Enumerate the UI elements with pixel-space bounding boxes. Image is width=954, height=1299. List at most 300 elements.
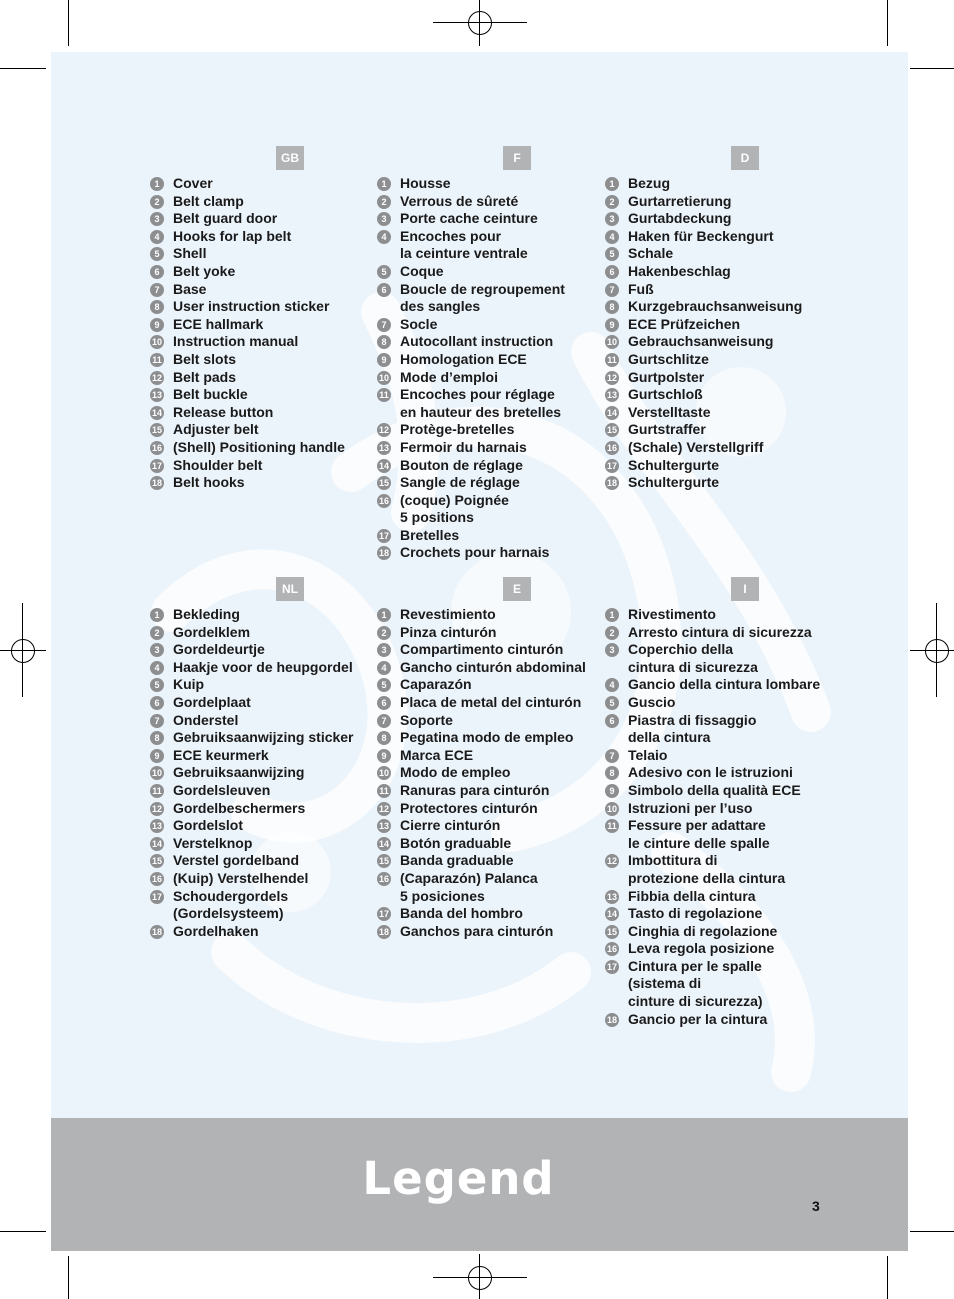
- item-label: Hooks for lap belt: [173, 227, 292, 244]
- legend-list-e: [377, 606, 607, 940]
- item-label: Gurtschloß: [628, 386, 703, 403]
- item-number-badge: 13: [151, 821, 162, 832]
- item-label: Cierre cinturón: [400, 817, 501, 834]
- item-label: Verstel gordelband: [173, 852, 300, 869]
- item-number-badge: 6: [605, 714, 619, 728]
- legend-item: [150, 870, 380, 888]
- column-f: [377, 146, 607, 562]
- item-label: Kuip: [173, 676, 205, 693]
- legend-item: [377, 316, 607, 334]
- page-number: 3: [812, 1198, 820, 1214]
- legend-item: [605, 193, 835, 211]
- item-label: Gordelklem: [173, 623, 251, 640]
- legend-item: [150, 175, 380, 193]
- item-label: Gebruiksaanwijzing: [173, 764, 305, 781]
- legend-item: [150, 386, 380, 404]
- legend-item: [605, 676, 835, 694]
- item-number-badge: 17: [151, 460, 162, 471]
- item-label: Arresto cintura di sicurezza: [628, 623, 812, 640]
- item-number-badge: 15: [378, 478, 389, 489]
- item-label: Instruction manual: [173, 333, 299, 350]
- legend-item: [605, 905, 835, 923]
- legend-item: [150, 747, 380, 765]
- legend-item: [377, 544, 607, 562]
- item-label: Leva regola posizione: [628, 940, 775, 957]
- item-label: Gancio per la cintura: [628, 1010, 768, 1027]
- legend-item: [377, 281, 607, 316]
- item-label: Gurtabdeckung: [628, 210, 732, 227]
- legend-item: [377, 333, 607, 351]
- legend-item: [377, 694, 607, 712]
- item-number-badge: 13: [151, 390, 162, 401]
- legend-item: [377, 870, 607, 905]
- item-number-badge: 15: [606, 425, 617, 436]
- legend-item: [605, 800, 835, 818]
- item-number-badge: 4: [150, 230, 164, 244]
- item-number-badge: 12: [151, 372, 162, 383]
- item-label: Gancio della cintura lombare: [628, 676, 821, 693]
- item-label: Botón graduable: [400, 834, 512, 851]
- item-label: Adjuster belt: [173, 421, 259, 438]
- item-label: Cintura per le spalle (sistema di cinture di sicurezza): [628, 957, 763, 1010]
- legend-list-f: [377, 175, 607, 562]
- legend-item: [150, 474, 380, 492]
- item-label: Rivestimento: [628, 606, 716, 622]
- item-number-badge: 14: [378, 460, 389, 471]
- item-number-badge: 5: [605, 696, 619, 710]
- item-label: Gordeldeurtje: [173, 641, 265, 658]
- item-label: Gordelsleuven: [173, 781, 271, 798]
- legend-item: [150, 404, 380, 422]
- item-number-badge: 4: [377, 230, 391, 244]
- legend-item: [150, 210, 380, 228]
- legend-item: [150, 369, 380, 387]
- item-number-badge: 4: [605, 230, 619, 244]
- item-label: Verstelltaste: [628, 403, 711, 420]
- item-number-badge: 9: [377, 749, 391, 763]
- legend-item: [377, 263, 607, 281]
- item-number-badge: 7: [377, 318, 391, 332]
- legend-item: [150, 421, 380, 439]
- item-label: Pegatina modo de empleo: [400, 729, 574, 746]
- item-label: Housse: [400, 175, 451, 191]
- item-label: Modo de empleo: [400, 764, 511, 781]
- legend-item: [605, 782, 835, 800]
- legend-item: [377, 659, 607, 677]
- item-number-badge: 17: [606, 460, 617, 471]
- item-number-badge: 2: [150, 626, 164, 640]
- item-label: Gurtpolster: [628, 368, 705, 385]
- column-d: [605, 146, 835, 492]
- item-number-badge: 16: [151, 873, 162, 884]
- item-label: ECE hallmark: [173, 315, 264, 332]
- item-label: Sangle de réglage: [400, 474, 520, 491]
- item-number-badge: 17: [151, 891, 162, 902]
- legend-item: [377, 641, 607, 659]
- item-number-badge: 10: [606, 337, 617, 348]
- legend-item: [150, 729, 380, 747]
- legend-item: [377, 193, 607, 211]
- item-number-badge: 18: [378, 926, 389, 937]
- legend-item: [605, 281, 835, 299]
- item-label: (coque) Poignée 5 positions: [400, 491, 509, 526]
- legend-item: [377, 852, 607, 870]
- item-number-badge: 14: [378, 838, 389, 849]
- legend-item: [377, 228, 607, 263]
- legend-list-i: [605, 606, 835, 1028]
- legend-item: [150, 606, 380, 624]
- legend-item: [150, 782, 380, 800]
- item-number-badge: 15: [606, 926, 617, 937]
- legend-item: [377, 527, 607, 545]
- item-label: Crochets pour harnais: [400, 544, 550, 561]
- item-number-badge: 9: [377, 353, 391, 367]
- item-label: Onderstel: [173, 711, 239, 728]
- item-number-badge: 2: [377, 626, 391, 640]
- legend-item: [377, 474, 607, 492]
- legend-item: [605, 245, 835, 263]
- legend-item: [377, 729, 607, 747]
- item-number-badge: 15: [378, 856, 389, 867]
- item-label: Caparazón: [400, 676, 472, 693]
- item-number-badge: 14: [151, 407, 162, 418]
- item-label: Gurtstraffer: [628, 421, 706, 438]
- legend-item: [377, 351, 607, 369]
- legend-item: [605, 351, 835, 369]
- item-number-badge: 9: [605, 318, 619, 332]
- language-badge-gb: GB: [276, 146, 304, 170]
- item-number-badge: 12: [378, 425, 389, 436]
- item-number-badge: 16: [606, 944, 617, 955]
- legend-item: [377, 782, 607, 800]
- legend-item: [150, 676, 380, 694]
- item-number-badge: 1: [605, 608, 619, 622]
- item-number-badge: 7: [377, 714, 391, 728]
- item-number-badge: 7: [150, 714, 164, 728]
- item-label: Ganchos para cinturón: [400, 922, 554, 939]
- legend-item: [377, 747, 607, 765]
- legend-item: [150, 817, 380, 835]
- item-label: Belt hooks: [173, 474, 245, 491]
- item-number-badge: 1: [605, 177, 619, 191]
- legend-item: [605, 641, 835, 676]
- item-label: Schultergurte: [628, 474, 720, 491]
- item-number-badge: 15: [151, 425, 162, 436]
- item-number-badge: 2: [150, 195, 164, 209]
- item-label: Revestimiento: [400, 606, 496, 622]
- item-number-badge: 5: [377, 678, 391, 692]
- legend-item: [150, 333, 380, 351]
- legend-item: [377, 676, 607, 694]
- item-number-badge: 8: [150, 731, 164, 745]
- item-number-badge: 18: [606, 478, 617, 489]
- legend-item: [605, 298, 835, 316]
- legend-item: [377, 386, 607, 421]
- legend-item: [150, 835, 380, 853]
- legend-item: [605, 624, 835, 642]
- item-number-badge: 4: [377, 661, 391, 675]
- legend-item: [377, 800, 607, 818]
- legend-item: [377, 923, 607, 941]
- legend-item: [605, 333, 835, 351]
- item-label: Gurtarretierung: [628, 192, 732, 209]
- item-label: Fuß: [628, 280, 654, 297]
- legend-item: [605, 1011, 835, 1029]
- item-label: Kurzgebrauchsanweisung: [628, 298, 803, 315]
- item-number-badge: 13: [378, 821, 389, 832]
- item-label: Pinza cinturón: [400, 623, 497, 640]
- item-label: Marca ECE: [400, 746, 474, 763]
- item-label: Socle: [400, 315, 438, 332]
- legend-item: [605, 958, 835, 1011]
- column-nl: [150, 577, 380, 940]
- item-number-badge: 11: [150, 353, 164, 367]
- legend-item: [150, 852, 380, 870]
- legend-item: [150, 263, 380, 281]
- legend-item: [150, 694, 380, 712]
- item-number-badge: 1: [150, 608, 164, 622]
- item-label: Coque: [400, 262, 444, 279]
- column-gb: [150, 146, 380, 492]
- item-label: Coperchio della cintura di sicurezza: [628, 641, 758, 675]
- item-number-badge: 12: [378, 803, 389, 814]
- item-number-badge: 16: [606, 442, 617, 453]
- item-number-badge: 17: [378, 909, 389, 920]
- item-label: Cinghia di regolazione: [628, 922, 778, 939]
- item-label: Banda del hombro: [400, 905, 523, 922]
- item-number-badge: 8: [605, 766, 619, 780]
- item-label: Haken für Beckengurt: [628, 227, 774, 244]
- item-label: Belt buckle: [173, 386, 248, 403]
- item-label: Bretelles: [400, 526, 460, 543]
- legend-item: [377, 835, 607, 853]
- item-number-badge: 10: [378, 372, 389, 383]
- legend-list-nl: [150, 606, 380, 940]
- legend-panel: [51, 52, 908, 1118]
- item-label: Mode d’emploi: [400, 368, 498, 385]
- item-number-badge: 15: [151, 856, 162, 867]
- item-number-badge: 4: [605, 678, 619, 692]
- item-number-badge: 16: [378, 873, 389, 884]
- item-label: (Kuip) Verstelhendel: [173, 869, 309, 886]
- legend-item: [605, 369, 835, 387]
- item-number-badge: 8: [150, 300, 164, 314]
- legend-item: [150, 923, 380, 941]
- column-i: [605, 577, 835, 1028]
- item-label: Encoches pour la ceinture ventrale: [400, 227, 528, 262]
- language-badge-i: I: [731, 577, 759, 601]
- legend-list-d: [605, 175, 835, 492]
- legend-item: [377, 439, 607, 457]
- item-label: Schultergurte: [628, 456, 720, 473]
- item-number-badge: 9: [150, 318, 164, 332]
- item-label: Placa de metal del cinturón: [400, 693, 582, 710]
- item-label: ECE keurmerk: [173, 746, 269, 763]
- item-number-badge: 1: [377, 177, 391, 191]
- item-number-badge: 14: [606, 909, 617, 920]
- legend-item: [605, 923, 835, 941]
- item-number-badge: 13: [606, 390, 617, 401]
- column-e: [377, 577, 607, 940]
- item-number-badge: 16: [151, 442, 162, 453]
- item-label: Fermoir du harnais: [400, 438, 527, 455]
- language-badge-nl: NL: [276, 577, 304, 601]
- item-number-badge: 5: [377, 265, 391, 279]
- legend-item: [377, 457, 607, 475]
- item-label: Schale: [628, 245, 674, 262]
- legend-item: [605, 263, 835, 281]
- item-label: Piastra di fissaggio della cintura: [628, 711, 757, 746]
- legend-item: [377, 606, 607, 624]
- item-label: Telaio: [628, 746, 668, 763]
- item-number-badge: 18: [378, 548, 389, 559]
- legend-item: [150, 457, 380, 475]
- item-number-badge: 18: [151, 478, 162, 489]
- item-number-badge: 10: [378, 768, 389, 779]
- item-label: Belt guard door: [173, 210, 278, 227]
- legend-item: [605, 439, 835, 457]
- language-badge-d: D: [731, 146, 759, 170]
- item-number-badge: 8: [377, 731, 391, 745]
- item-number-badge: 6: [605, 265, 619, 279]
- legend-list-gb: [150, 175, 380, 492]
- item-label: User instruction sticker: [173, 298, 330, 315]
- item-label: Gebrauchsanweisung: [628, 333, 774, 350]
- item-number-badge: 10: [151, 337, 162, 348]
- legend-item: [605, 817, 835, 852]
- item-number-badge: 5: [150, 678, 164, 692]
- item-label: Fibbia della cintura: [628, 887, 756, 904]
- item-label: Encoches pour réglage en hauteur des bretelles: [400, 386, 562, 420]
- item-label: Bekleding: [173, 606, 240, 622]
- legend-item: [605, 712, 835, 747]
- legend-item: [150, 800, 380, 818]
- legend-item: [605, 852, 835, 887]
- item-number-badge: 12: [606, 856, 617, 867]
- item-label: (Shell) Positioning handle: [173, 438, 345, 455]
- item-number-badge: 5: [150, 247, 164, 261]
- legend-item: [150, 351, 380, 369]
- legend-item: [377, 175, 607, 193]
- legend-item: [150, 298, 380, 316]
- item-number-badge: 1: [150, 177, 164, 191]
- legend-item: [605, 175, 835, 193]
- item-label: Schoudergordels (Gordelsysteem): [173, 887, 289, 922]
- item-number-badge: 7: [150, 283, 164, 297]
- item-label: Tasto di regolazione: [628, 905, 763, 922]
- page-title: Legend: [362, 1152, 555, 1205]
- item-number-badge: 2: [605, 195, 619, 209]
- item-number-badge: 13: [606, 891, 617, 902]
- item-number-badge: 8: [377, 335, 391, 349]
- item-label: Release button: [173, 403, 274, 420]
- item-number-badge: 1: [377, 608, 391, 622]
- item-label: Bouton de réglage: [400, 456, 523, 473]
- item-label: Belt yoke: [173, 262, 236, 279]
- item-label: Belt slots: [173, 350, 237, 367]
- legend-item: [605, 694, 835, 712]
- legend-item: [150, 228, 380, 246]
- legend-item: [150, 316, 380, 334]
- item-label: Protège-bretelles: [400, 421, 515, 438]
- item-number-badge: 3: [150, 643, 164, 657]
- item-number-badge: 6: [150, 696, 164, 710]
- legend-item: [605, 606, 835, 624]
- legend-item: [377, 421, 607, 439]
- item-label: Bezug: [628, 175, 670, 191]
- item-label: Gebruiksaanwijzing sticker: [173, 729, 354, 746]
- item-number-badge: 11: [150, 784, 164, 798]
- legend-item: [605, 316, 835, 334]
- legend-item: [605, 210, 835, 228]
- item-number-badge: 11: [377, 388, 391, 402]
- item-label: Imbottitura di protezione della cintura: [628, 852, 786, 886]
- legend-item: [150, 281, 380, 299]
- legend-item: [605, 940, 835, 958]
- item-number-badge: 3: [605, 643, 619, 657]
- item-number-badge: 13: [378, 442, 389, 453]
- item-label: Istruzioni per l’uso: [628, 799, 753, 816]
- item-label: Verrous de sûreté: [400, 192, 519, 209]
- item-label: Autocollant instruction: [400, 333, 554, 350]
- item-number-badge: 9: [150, 749, 164, 763]
- item-number-badge: 8: [605, 300, 619, 314]
- item-number-badge: 4: [150, 661, 164, 675]
- item-label: Homologation ECE: [400, 350, 527, 367]
- item-label: Protectores cinturón: [400, 799, 538, 816]
- item-number-badge: 11: [377, 784, 391, 798]
- item-number-badge: 10: [151, 768, 162, 779]
- legend-item: [605, 386, 835, 404]
- legend-item: [605, 747, 835, 765]
- item-label: Gurtschlitze: [628, 350, 709, 367]
- item-label: Gordelhaken: [173, 922, 259, 939]
- legend-item: [377, 624, 607, 642]
- item-label: (Schale) Verstellgriff: [628, 438, 764, 455]
- item-label: Base: [173, 280, 207, 297]
- item-number-badge: 7: [605, 283, 619, 297]
- legend-item: [377, 492, 607, 527]
- item-number-badge: 18: [151, 926, 162, 937]
- item-label: Adesivo con le istruzioni: [628, 764, 793, 781]
- item-number-badge: 11: [605, 819, 619, 833]
- item-number-badge: 3: [150, 212, 164, 226]
- item-number-badge: 14: [606, 407, 617, 418]
- item-label: Belt pads: [173, 368, 237, 385]
- legend-item: [605, 404, 835, 422]
- item-number-badge: 11: [605, 353, 619, 367]
- item-number-badge: 17: [606, 961, 617, 972]
- item-number-badge: 3: [377, 643, 391, 657]
- legend-item: [605, 421, 835, 439]
- item-label: Gordelslot: [173, 817, 244, 834]
- item-number-badge: 6: [377, 283, 391, 297]
- item-number-badge: 18: [606, 1014, 617, 1025]
- legend-item: [150, 193, 380, 211]
- legend-item: [150, 641, 380, 659]
- item-number-badge: 7: [605, 749, 619, 763]
- item-label: Belt clamp: [173, 192, 244, 209]
- legend-item: [377, 210, 607, 228]
- item-label: Compartimento cinturón: [400, 641, 564, 658]
- legend-item: [605, 457, 835, 475]
- item-label: Soporte: [400, 711, 453, 728]
- item-label: Gordelplaat: [173, 693, 251, 710]
- legend-item: [150, 624, 380, 642]
- legend-item: [377, 905, 607, 923]
- item-number-badge: 10: [606, 803, 617, 814]
- item-label: Simbolo della qualità ECE: [628, 781, 801, 798]
